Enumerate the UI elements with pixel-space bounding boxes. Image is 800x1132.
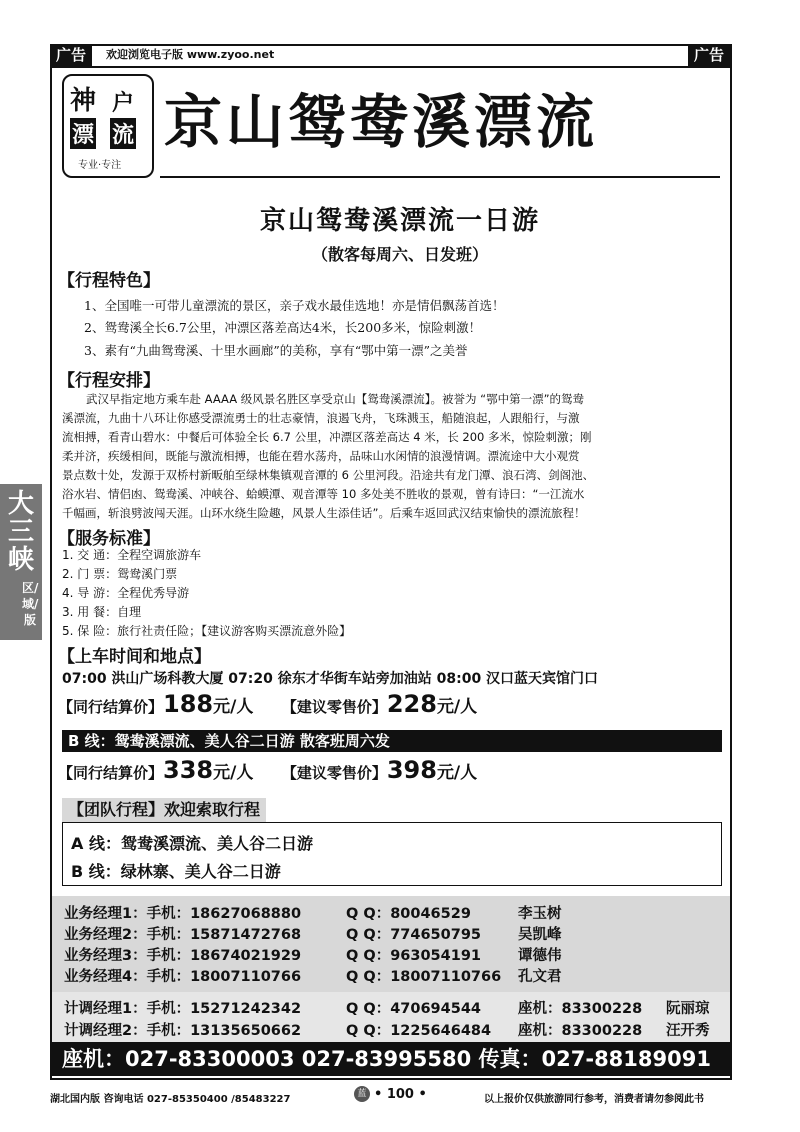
retail-price-unit: 元/人 [436, 763, 478, 783]
side-tab-subtitle: 区/域/版 [22, 581, 39, 627]
ad-label-right: 广告 [688, 44, 730, 66]
peer-price-label: 【同行结算价】 [58, 764, 164, 782]
feature-item-2: 2、鸳鸯溪全长6.7公里，冲漂区落差高达4米，长200多米，惊险刺激！ [84, 320, 482, 335]
contact-title: 业务经理1：手机：18627068880 [64, 906, 302, 922]
boarding-text: 07:00 洪山广场科教大厦 07:20 徐东才华街车站旁加油站 08:00 汉口蓝天宾馆门口 [62, 671, 599, 687]
group-line-b: B 线：绿林寨、美人谷二日游 [71, 862, 281, 881]
contact-title: 业务经理3：手机：18674021929 [64, 948, 302, 964]
price-row-b [58, 756, 477, 784]
bottom-left-text: 湖北国内版 咨询电话 027-85350400 /85483227 [50, 1094, 291, 1105]
retail-price-value: 398 [386, 756, 437, 784]
dispatch-phone: 座机：83300228 [518, 1001, 643, 1017]
group-box [62, 822, 722, 886]
dispatch-name: 汪开秀 [666, 1023, 710, 1039]
contact-qq: Q Q：963054191 [346, 948, 482, 964]
contact-qq: Q Q：18007110766 [346, 969, 502, 985]
region-side-tab [0, 484, 42, 640]
dispatch-phone: 座机：83300228 [518, 1023, 643, 1039]
tour-title: 京山鸳鸯溪漂流一日游 [259, 206, 540, 236]
tour-subtitle: （散客每周六、日发班） [311, 245, 488, 264]
logo-char-4: 流 [110, 118, 136, 149]
dispatch-title: 计调经理1：手机：15271242342 [64, 1001, 302, 1017]
peer-price-label: 【同行结算价】 [58, 698, 164, 716]
ad-label-left: 广告 [50, 44, 92, 66]
contact-name: 吴凯峰 [518, 927, 562, 943]
title-divider [160, 176, 720, 178]
itinerary-heading: 【行程安排】 [58, 371, 160, 391]
itinerary-line: 千幅画，斩浪劈波闯天涯。山环水绕生险趣，风景人生添佳话”。后乘车返回武汉结束愉快的漂流旅程！ [62, 506, 586, 520]
peer-price-value: 188 [163, 690, 214, 718]
itinerary-line: 武汉早指定地方乘车赴 AAAA 级风景名胜区享受京山【鸳鸯溪漂流】。被誉为 “鄂中第一漂”的鸳鸯 [86, 392, 585, 406]
logo [62, 74, 154, 178]
retail-price-label: 【建议零售价】 [281, 698, 387, 716]
itinerary-line: 浴水岩、情侣凼、鸳鸯溪、冲峡谷、蛤蟆潭、观音潭等 10 多处美不胜收的景观，曾有诗曰：“一江流水 [62, 487, 585, 501]
peer-price-value: 338 [163, 756, 214, 784]
peer-price-unit: 元/人 [213, 763, 254, 783]
boarding-heading: 【上车时间和地点】 [58, 647, 211, 667]
group-line-a: A 线：鸳鸯溪漂流、美人谷二日游 [71, 834, 313, 853]
retail-price-unit: 元/人 [436, 697, 478, 717]
contact-name: 谭德伟 [518, 948, 562, 964]
price-row-a [58, 690, 477, 718]
itinerary-line: 景点数十处，发源于双桥村新畈舶至绿林集镇观音潭的 6 公里河段。沿途共有龙门潭、浪石湾、剑阁池、 [62, 468, 595, 482]
contact-title: 业务经理2：手机：15871472768 [64, 927, 302, 943]
itinerary-line: 流相搏，看青山碧水：中餐后可体验全长 6.7 公里，冲漂区落差高达 4 米，长 200 多米，惊险刺激；刚 [62, 430, 592, 444]
contact-qq: Q Q：80046529 [346, 906, 471, 922]
service-heading: 【服务标准】 [58, 529, 160, 549]
header-divider [50, 66, 732, 68]
dispatch-qq: Q Q：1225646484 [346, 1023, 492, 1039]
service-item: 3. 用 餐：自理 [62, 605, 142, 619]
retail-price-label: 【建议零售价】 [281, 764, 387, 782]
bottom-right-text: 以上报价仅供旅游同行参考，消费者请勿参阅此书 [484, 1094, 704, 1105]
page-badge: 蓝 [354, 1086, 370, 1102]
side-tab-title: 大三峡 [7, 489, 34, 575]
browse-text: 欢迎浏览电子版 www.zyoo.net [106, 48, 275, 61]
service-item: 4. 导 游：全程优秀导游 [62, 586, 190, 600]
contact-name: 李玉树 [518, 906, 562, 922]
contact-qq: Q Q：774650795 [346, 927, 482, 943]
line-b-bar: B 线：鸳鸯溪漂流、美人谷二日游 散客班周六发 [62, 730, 722, 752]
peer-price-unit: 元/人 [213, 697, 254, 717]
logo-char-1: 神 [70, 86, 97, 116]
dispatch-qq: Q Q：470694544 [346, 1001, 482, 1017]
logo-slogan: 专业·专注 [78, 160, 122, 171]
service-item: 1. 交 通：全程空调旅游车 [62, 548, 202, 562]
features-heading: 【行程特色】 [58, 271, 160, 291]
retail-price-value: 228 [386, 690, 437, 718]
contact-name: 孔文君 [518, 969, 562, 985]
itinerary-line: 溪漂流，九曲十八环让你感受漂流勇士的壮志豪情，浪遏飞舟，飞珠溅玉，船随浪起，人跟船行，与激 [62, 411, 580, 425]
group-heading: 【团队行程】欢迎索取行程 [62, 798, 266, 822]
dispatch-title: 计调经理2：手机：13135650662 [64, 1023, 302, 1039]
feature-item-1: 1、全国唯一可带儿童漂流的景区，亲子戏水最佳选地！亦是情侣飘荡首选！ [84, 298, 505, 313]
contact-title: 业务经理4：手机：18007110766 [64, 969, 302, 985]
logo-char-2: 户 [112, 90, 135, 116]
logo-char-3: 漂 [70, 118, 96, 149]
main-title: 京山鸳鸯溪漂流 [164, 88, 599, 156]
page-number: • 100 • [374, 1087, 427, 1102]
service-item: 2. 门 票：鸳鸯溪门票 [62, 567, 178, 581]
feature-item-3: 3、素有“九曲鸳鸯溪、十里水画廊”的美称，享有“鄂中第一漂”之美誉 [84, 343, 468, 358]
itinerary-line: 柔并济，疾缓相间，既能与激流相搏，也能在碧水荡舟，品味山水闲情的浪漫情调。漂流途中大小观赏 [62, 449, 580, 463]
service-item: 5. 保 险：旅行社责任险；【建议游客购买漂流意外险】 [62, 624, 352, 638]
phone-fax-bar: 座机：027-83300003 027-83995580 传真：027-88189091 [52, 1042, 730, 1076]
dispatch-name: 阮丽琼 [666, 1001, 710, 1017]
